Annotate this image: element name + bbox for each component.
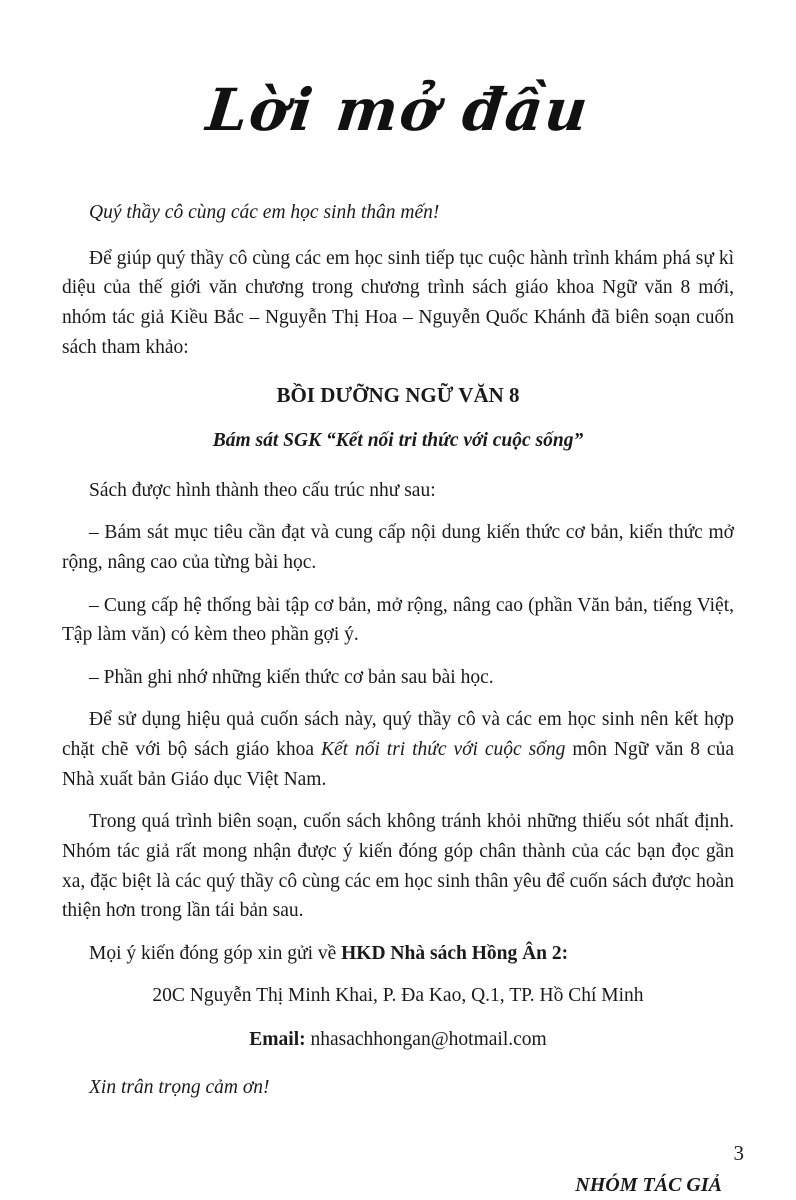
book-title: BỒI DƯỠNG NGỮ VĂN 8 (276, 383, 520, 408)
bullet-item-3: – Phần ghi nhớ những kiến thức cơ bản sau bài học. (89, 666, 494, 688)
page-title: Lời mở đầu (203, 76, 593, 144)
usage-text-start: Để sử dụng hiệu quả cuốn sách này, quý thầy cô và các em học sinh nên kết hợp chặt chẽ với bộ sách giáo khoa (62, 709, 734, 761)
contact-lead-paragraph (62, 939, 734, 969)
usage-book-name: Kết nối tri thức với cuộc sống (320, 739, 566, 761)
feedback-paragraph: Trong quá trình biên soạn, cuốn sách không tránh khỏi những thiếu sót nhất định. Nhóm tác giả rất mong nhận được ý kiến đóng góp chân thành của các bạn đọc gần xa, đặc biệt là các quý thầy cô cùng các em học sinh thân yêu để cuốn sách được hoàn thiện hơn trong lần tái bản sau. (62, 811, 734, 922)
page-number: 3 (733, 1141, 744, 1165)
book-subtitle: Bám sát SGK “Kết nối tri thức với cuộc sống” (212, 430, 584, 452)
contact-email-line (62, 1025, 734, 1055)
author-signature: NHÓM TÁC GIẢ (575, 1174, 722, 1197)
email-label: Email: (249, 1029, 306, 1051)
structure-intro: Sách được hình thành theo cấu trúc như sau: (89, 479, 436, 501)
contact-lead-text: Mọi ý kiến đóng góp xin gửi về (89, 942, 342, 964)
bullet-item-1: – Bám sát mục tiêu cần đạt và cung cấp nội dung kiến thức cơ bản, kiến thức mở rộng, nâng cao của từng bài học. (62, 522, 734, 573)
usage-text-end: môn Ngữ văn 8 của Nhà xuất bản Giáo dục Việt Nam. (62, 739, 734, 790)
contact-address: 20C Nguyễn Thị Minh Khai, P. Đa Kao, Q.1, TP. Hồ Chí Minh (152, 985, 644, 1007)
closing-line: Xin trân trọng cảm ơn! (89, 1076, 270, 1098)
email-address: nhasachhongan@hotmail.com (310, 1029, 547, 1051)
greeting-line: Quý thầy cô cùng các em học sinh thân mến! (89, 202, 440, 223)
bullet-item-2: – Cung cấp hệ thống bài tập cơ bản, mở rộng, nâng cao (phần Văn bản, tiếng Việt, Tập làm văn) có kèm theo phần gợi ý. (62, 594, 734, 646)
intro-paragraph: Để giúp quý thầy cô cùng các em học sinh tiếp tục cuộc hành trình khám phá sự kì diệu của thế giới văn chương trong chương trình sách giáo khoa Ngữ văn 8 mới, nhóm tác giả Kiều Bắc – Nguyễn Thị Hoa – Nguyễn Quốc Khánh đã biên soạn cuốn sách tham khảo: (62, 247, 734, 358)
usage-paragraph (62, 705, 734, 794)
contact-recipient: HKD Nhà sách Hồng Ân 2: (341, 942, 569, 964)
